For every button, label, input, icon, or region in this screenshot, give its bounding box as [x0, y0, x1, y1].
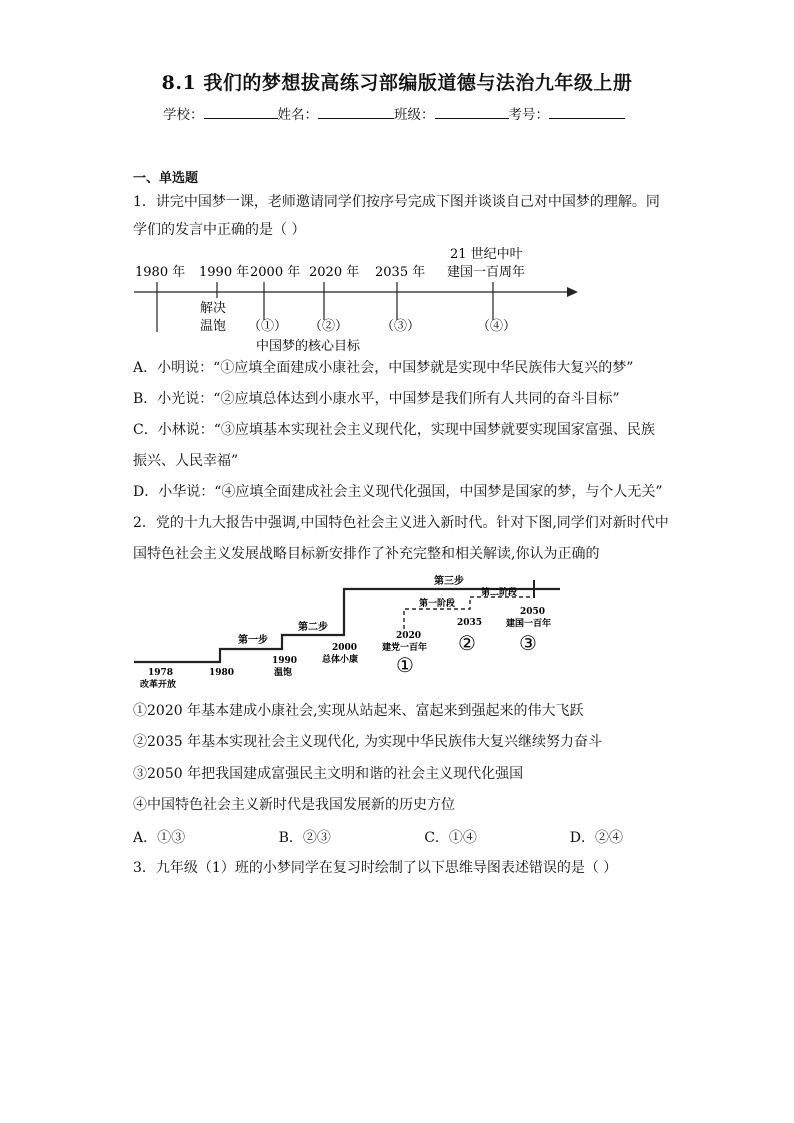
q1-option-c-cont: 振兴、人民幸福” [133, 453, 239, 469]
year-2020: 2020 [396, 631, 422, 641]
q1-stem-line2: 学们的发言中正确的是（ ） [133, 222, 306, 238]
phase2-label: 第二阶段 [481, 588, 518, 598]
circle-2: ② [458, 631, 476, 655]
class-label: 班级： [394, 107, 435, 123]
q2-choice-d: D．②④ [569, 830, 624, 846]
tl-warm: 温饱 [200, 319, 227, 334]
q2-statement-3: ③2050 年把我国建成富强民主文明和谐的社会主义现代化强国 [133, 766, 524, 782]
year-2000: 2000 [332, 643, 358, 653]
q2-staircase-diagram [134, 572, 564, 694]
tl-year-1990: 1990 年 [199, 265, 250, 280]
step1-label: 第一步 [238, 635, 268, 646]
student-info-row [163, 103, 625, 123]
tl-year-1980: 1980 年 [135, 265, 186, 280]
year-1978: 1978 [148, 668, 174, 678]
page-title: 8.1 我们的梦想拔高练习部编版道德与法治九年级上册 [161, 72, 633, 94]
q2-choice-a: A．①③ [133, 830, 186, 846]
q3-stem: 3．九年级（1）班的小梦同学在复习时绘制了以下思维导图表述错误的是（ ） [133, 860, 618, 876]
step2-label: 第二步 [298, 622, 328, 633]
tl-mark-2: （②） [309, 319, 349, 334]
q2-stem-line1: 2．党的十九大报告中强调,中国特色社会主义进入新时代。针对下图,同学们对新时代中 [133, 515, 669, 531]
tl-mark-1: （①） [248, 319, 288, 334]
tl-year-2000: 2000 年 [250, 265, 301, 280]
q2-stem-line2: 国特色社会主义发展战略目标新安排作了补充完整和相关解读,你认为正确的 [133, 546, 600, 562]
q1-stem-line1: 1．讲完中国梦一课，老师邀请同学们按序号完成下图并谈谈自己对中国梦的理解。同 [133, 194, 660, 210]
q2-choice-c: C．①④ [424, 830, 477, 846]
q1-timeline [128, 240, 588, 355]
q2-statement-2: ②2035 年基本实现社会主义现代化, 为实现中华民族伟大复兴继续努力奋斗 [133, 734, 602, 750]
tl-resolve: 解决 [200, 301, 227, 316]
year-2035: 2035 [457, 618, 483, 628]
tl-founding-centenary: 建国一百周年 [447, 265, 526, 280]
reform-label: 改革开放 [140, 680, 177, 690]
circle-1: ① [396, 653, 414, 677]
circle-3: ③ [519, 631, 537, 655]
q1-option-d: D．小华说：“④应填全面建成社会主义现代化强国，中国梦是国家的梦，与个人无关” [133, 484, 663, 500]
overall-label: 总体小康 [322, 655, 359, 665]
warm-label: 温饱 [274, 668, 293, 678]
q2-choice-b: B．②③ [278, 830, 331, 846]
name-blank [318, 104, 394, 119]
year-2050: 2050 [520, 607, 546, 617]
school-label: 学校： [163, 107, 204, 123]
section-heading: 一、单选题 [133, 171, 199, 186]
tl-year-2020: 2020 年 [309, 265, 360, 280]
tl-caption: 中国梦的核心目标 [256, 339, 361, 354]
q2-choices [133, 827, 623, 847]
year-1990: 1990 [272, 656, 298, 666]
name-label: 姓名： [277, 107, 318, 123]
exam-no-blank [549, 104, 625, 119]
tl-mark-4: （④） [477, 319, 517, 334]
party-label: 建党一百年 [382, 643, 428, 653]
q1-option-c: C．小林说：“③应填基本实现社会主义现代化，实现中国梦就要实现国家富强、民族 [133, 422, 655, 438]
tl-arrow-icon [567, 287, 578, 297]
q1-option-a: A．小明说：“①应填全面建成小康社会，中国梦就是实现中华民族伟大复兴的梦” [133, 360, 634, 376]
q1-option-b: B．小光说：“②应填总体达到小康水平，中国梦是我们所有人共同的奋斗目标” [133, 391, 620, 407]
step3-label: 第三步 [434, 576, 464, 587]
school-blank [204, 104, 278, 119]
year-1980: 1980 [209, 668, 235, 678]
exam-no-label: 考号： [508, 107, 549, 123]
phase1-label: 第一阶段 [419, 599, 456, 609]
nation-label: 建国一百年 [506, 619, 552, 629]
q2-statement-1: ①2020 年基本建成小康社会,实现从站起来、富起来到强起来的伟大飞跃 [133, 703, 584, 719]
q2-statement-4: ④中国特色社会主义新时代是我国发展新的历史方位 [133, 797, 455, 813]
tl-mark-3: （③） [381, 319, 421, 334]
class-blank [435, 104, 509, 119]
tl-year-2035: 2035 年 [375, 265, 426, 280]
tl-mid-century: 21 世纪中叶 [450, 247, 523, 262]
